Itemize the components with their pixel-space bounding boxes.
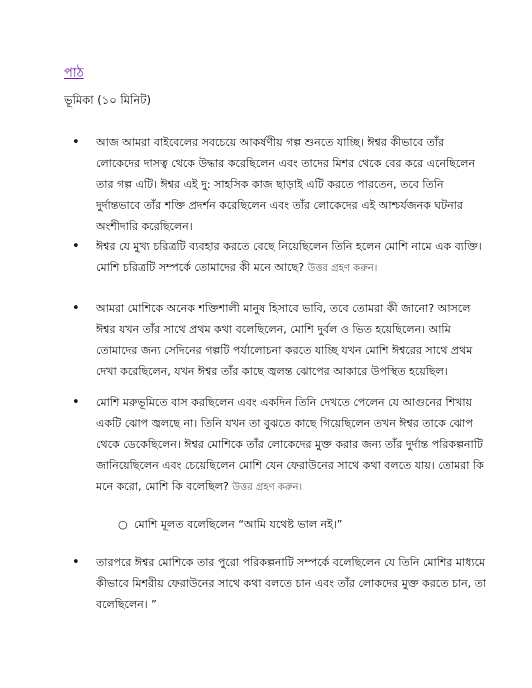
bullet-text: তারপরে ঈশ্বর মোশিকে তার পুরো পরিকল্পনাটি সম্পর্কে বলেছিলেন যে তিনি মোশির মাধ্যমে কীভাবে মিশরীয় ফেরাউনের সাথে কথা বলতে চান এবং তাঁর লোকদের মুক্ত করতে চান, তা বলেছিলেন। ” [96,556,487,611]
bullet-icon: • [72,555,80,570]
bullet-text: ঈশ্বর যে মুখ্য চরিত্রটি ব্যবহার করতে বেছে নিয়েছিলেন তিনি হলেন মোশি নামে এক ব্যক্তি। মোশি চরিত্রটি সম্পর্কে তোমাদের কী মনে আছে? [96,240,482,274]
bullet-icon: • [72,135,80,150]
sub-bullet-icon: ○ [118,518,128,531]
bullet-hint: উত্তর গ্রহণ করুন। [307,263,378,274]
bullet-hint: উত্তর গ্রহণ করুন। [232,482,303,493]
lesson-title: পাঠ [64,66,84,81]
bullet-icon: • [72,395,80,410]
sub-bullet-text: মোশি মূলত বলেছিলেন “আমি যথেষ্ট ভাল নই।” [134,518,343,531]
bullet-icon: • [72,301,80,316]
bullet-paragraph-2 [96,236,488,279]
bullet-text: আজ আমরা বাইবেলের সবচেয়ে আকর্ষণীয় গল্প শুনতে যাচ্ছি। ঈশ্বর কীভাবে তাঁর লোকেদের দাসত্ব থেকে উদ্ধার করেছিলেন এবং তাদের মিশর থেকে বের করে এনেছিলেন তার গল্প এটি। ঈশ্বর এই দু: সাহসিক কাজ ছাড়াই এটি করতে পারতেন, তবে তিনি দুর্দান্তভাবে তাঁর শক্তি প্রদর্শন করেছিলেন এবং তাঁর লোকেদের এই আশ্চর্যজনক ঘটনার অংশীদারি করেছিলেন। [96,136,476,233]
bullet-paragraph-4 [96,392,488,498]
bullet-icon: • [72,239,80,254]
bullet-text: আমরা মোশিকে অনেক শক্তিশালী মানুষ হিসাবে ভাবি, তবে তোমরা কী জানো? আসলে ঈশ্বর যখন তাঁর সাথে প্রথম কথা বলেছিলেন, মোশি দুর্বল ও ভিত হয়েছিলেন। আমি তোমাদের জন্য সেদিনের গল্পটি পর্যালোচনা করতে যাচ্ছি যখন মোশি ঈশ্বরের সাথে প্রথম দেখা করেছিলেন, যখন ঈশ্বর তাঁর কাছে জ্বলন্ত ঝোপের আকারে উপস্থিত হয়েছিল। [96,302,473,378]
intro-heading: ভূমিকা (১০ মিনিট) [64,93,151,107]
bullet-text: মোশি মরুভূমিতে বাস করছিলেন এবং একদিন তিনি দেখতে পেলেন যে আগুনের শিখায় একটি ঝোপ জ্বলছে না। তিনি যখন তা বুঝতে কাছে গিয়েছিলেন তখন ঈশ্বর তাকে ঝোপ থেকে ডেকেছিলেন। ঈশ্বর মোশিকে তাঁর লোকেদের মুক্ত করার জন্য তাঁর দুর্দান্ত পরিকল্পনাটি জানিয়েছিলেন এবং চেয়েছিলেন মোশি যেন ফেরাউনের সাথে কথা বলতে যায়। তোমরা কি মনে করো, মোশি কি বলেছিল? [96,396,484,493]
bullet-paragraph-5 [96,552,488,615]
bullet-paragraph-1 [96,132,488,237]
bullet-paragraph-3 [96,298,488,382]
